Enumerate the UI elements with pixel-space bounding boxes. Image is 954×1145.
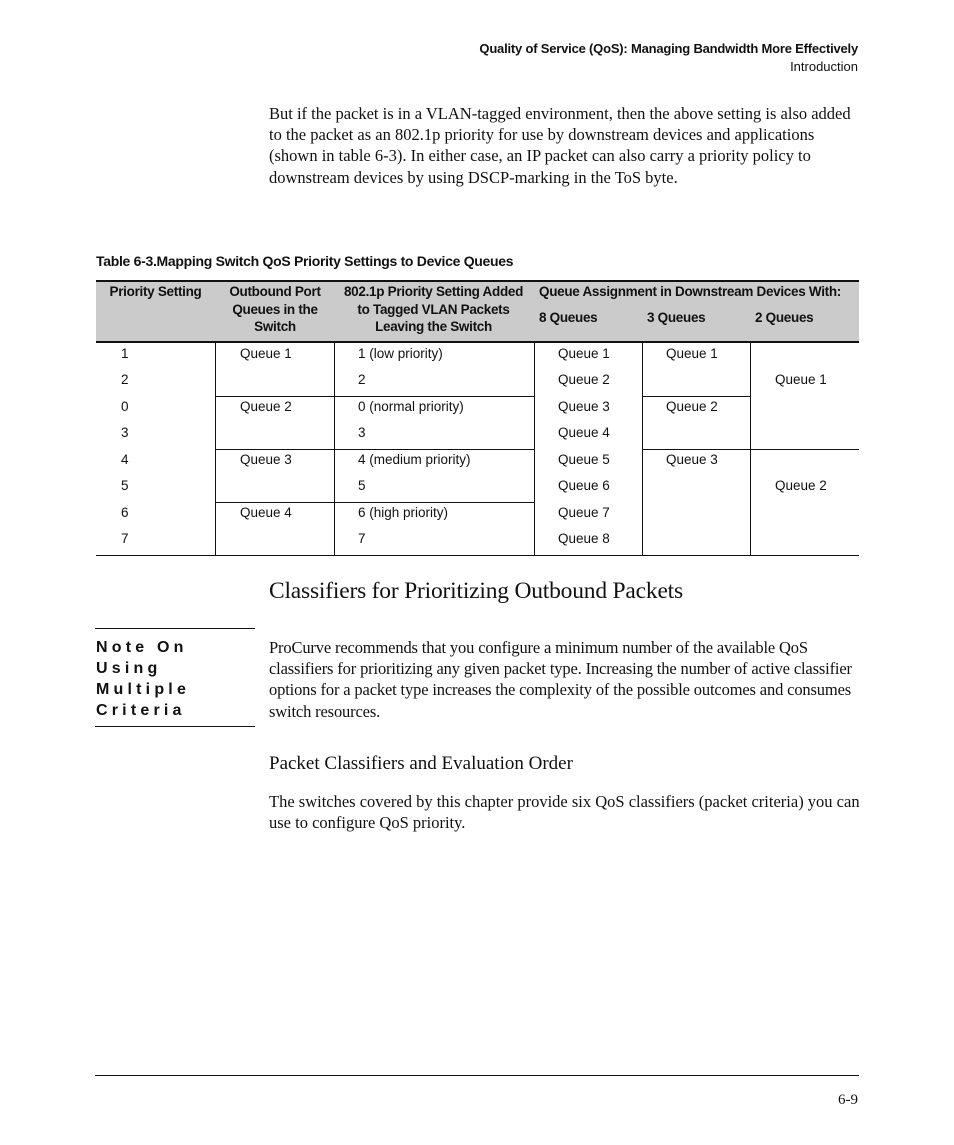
priority-setting-cell: 3 (121, 425, 129, 440)
dot1p-setting-cell: 2 (358, 372, 366, 387)
two-queue-cell: Queue 2 (775, 478, 827, 493)
eight-queue-cell: Queue 1 (558, 346, 610, 361)
outbound-queue-cell: Queue 4 (240, 505, 292, 520)
priority-setting-cell: 6 (121, 505, 129, 520)
eight-queue-cell: Queue 4 (558, 425, 610, 440)
dot1p-setting-cell: 7 (358, 531, 366, 546)
note-paragraph: ProCurve recommends that you configure a minimum number of the available QoS classifiers for prioritizing any given packet type. Increasing the number of active classifier options for a packet type increases the complexity of the possible outcomes and consumes switch resources. (269, 638, 852, 721)
row-divider (215, 502, 534, 503)
outbound-queue-cell: Queue 3 (240, 452, 292, 467)
eight-queue-cell: Queue 5 (558, 452, 610, 467)
priority-mapping-table (96, 280, 859, 556)
header-3-queues: 3 Queues (647, 310, 706, 325)
footer-rule (95, 1075, 859, 1076)
eight-queue-cell: Queue 8 (558, 531, 610, 546)
priority-setting-cell: 2 (121, 372, 129, 387)
header-outbound-port-queues: Outbound Port Queues in the Switch (229, 284, 321, 334)
header-queue-assignment: Queue Assignment in Downstream Devices With: (539, 284, 841, 299)
dot1p-setting-cell: 0 (normal priority) (358, 399, 464, 414)
eight-queue-cell: Queue 6 (558, 478, 610, 493)
row-divider (642, 396, 750, 397)
dot1p-setting-cell: 5 (358, 478, 366, 493)
note-label: Note On Using Multiple Criteria (96, 639, 191, 719)
column-divider (534, 343, 535, 556)
table-caption: Table 6-3.Mapping Switch QoS Priority Settings to Device Queues (96, 253, 514, 269)
header-8021p-priority: 802.1p Priority Setting Added to Tagged VLAN Packets Leaving the Switch (343, 284, 524, 334)
row-divider (215, 449, 534, 450)
header-priority-setting: Priority Setting (109, 284, 202, 299)
dot1p-setting-cell: 1 (low priority) (358, 346, 443, 361)
running-header-subtitle: Introduction (790, 59, 858, 74)
priority-setting-cell: 7 (121, 531, 129, 546)
priority-setting-cell: 4 (121, 452, 129, 467)
dot1p-setting-cell: 3 (358, 425, 366, 440)
three-queue-cell: Queue 3 (666, 452, 718, 467)
priority-setting-cell: 1 (121, 346, 129, 361)
page-number: 6-9 (838, 1092, 858, 1108)
dot1p-setting-cell: 4 (medium priority) (358, 452, 471, 467)
row-divider (642, 449, 750, 450)
three-queue-cell: Queue 1 (666, 346, 718, 361)
subheading: Packet Classifiers and Evaluation Order (269, 753, 573, 774)
header-8-queues: 8 Queues (539, 310, 598, 325)
table-bottom-rule (96, 555, 859, 556)
header-2-queues: 2 Queues (755, 310, 814, 325)
eight-queue-cell: Queue 7 (558, 505, 610, 520)
running-header-title: Quality of Service (QoS): Managing Bandwidth More Effectively (479, 41, 858, 56)
row-divider (750, 449, 859, 450)
eight-queue-cell: Queue 2 (558, 372, 610, 387)
note-top-rule (95, 628, 255, 629)
two-queue-cell: Queue 1 (775, 372, 827, 387)
section-heading: Classifiers for Prioritizing Outbound Packets (269, 578, 683, 604)
eight-queue-cell: Queue 3 (558, 399, 610, 414)
outbound-queue-cell: Queue 1 (240, 346, 292, 361)
classifiers-paragraph: The switches covered by this chapter provide six QoS classifiers (packet criteria) you can use to configure QoS priority. (269, 792, 860, 833)
dot1p-setting-cell: 6 (high priority) (358, 505, 449, 520)
priority-setting-cell: 0 (121, 399, 129, 414)
priority-setting-cell: 5 (121, 478, 129, 493)
note-bottom-rule (95, 726, 255, 727)
intro-paragraph: But if the packet is in a VLAN-tagged environment, then the above setting is also added to the packet as an 802.1p priority for use by downstream devices and applications (shown in table 6-3). In either case, an IP packet can also carry a priority policy to downstream devices by using DSCP-marking in the ToS byte. (269, 104, 851, 187)
three-queue-cell: Queue 2 (666, 399, 718, 414)
outbound-queue-cell: Queue 2 (240, 399, 292, 414)
row-divider (215, 396, 534, 397)
